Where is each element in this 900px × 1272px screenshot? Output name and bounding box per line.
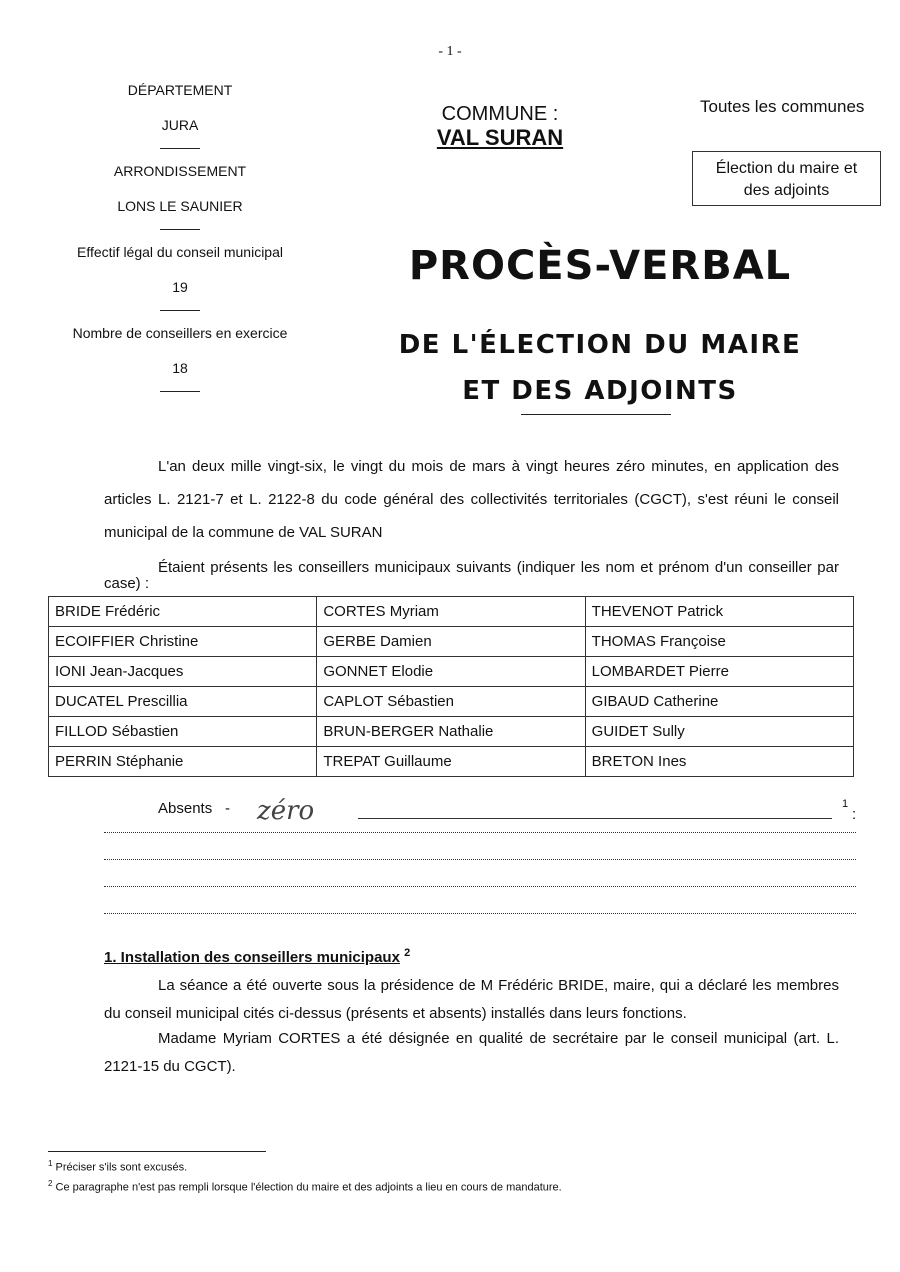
footnote-text: Ce paragraphe n'est pas rempli lorsque l'élection du maire et des adjoints a lieu en cours de mandature. bbox=[55, 1181, 562, 1194]
title-rule bbox=[521, 414, 671, 415]
election-type-box bbox=[692, 151, 881, 206]
member-cell: CAPLOT Sébastien bbox=[317, 687, 585, 717]
member-cell: TREPAT Guillaume bbox=[317, 747, 585, 777]
table-row bbox=[49, 657, 854, 687]
member-cell: BRETON Ines bbox=[585, 747, 853, 777]
installation-paragraph: La séance a été ouverte sous la présidence de M Frédéric BRIDE, maire, qui a déclaré les membres du conseil municipal cités ci-dessus (présents et absents) installés dans leurs fonctions. bbox=[104, 977, 839, 1022]
member-cell: THOMAS Françoise bbox=[585, 627, 853, 657]
secretary-paragraph: Madame Myriam CORTES a été désignée en qualité de secrétaire par le conseil municipal (art. L. 2121-15 du CGCT). bbox=[104, 1030, 839, 1075]
divider bbox=[160, 391, 200, 392]
footnote-text: Préciser s'ils sont excusés. bbox=[55, 1161, 188, 1174]
administrative-info bbox=[40, 78, 320, 402]
table-row bbox=[49, 747, 854, 777]
scope-note: Toutes les communes bbox=[700, 97, 865, 116]
footnote-ref: 1 bbox=[842, 798, 849, 810]
member-cell: DUCATEL Prescillia bbox=[49, 687, 317, 717]
member-cell: BRUN-BERGER Nathalie bbox=[317, 717, 585, 747]
exercice-label: Nombre de conseillers en exercice bbox=[72, 325, 288, 341]
election-type-line: des adjoints bbox=[743, 182, 830, 199]
absents-dash: - bbox=[225, 800, 230, 817]
exercice-value: 18 bbox=[172, 360, 188, 376]
member-cell: GONNET Elodie bbox=[317, 657, 585, 687]
footnote-rule bbox=[48, 1151, 266, 1152]
member-cell: IONI Jean-Jacques bbox=[49, 657, 317, 687]
table-row bbox=[49, 687, 854, 717]
table-row bbox=[49, 597, 854, 627]
effectif-label: Effectif légal du conseil municipal bbox=[77, 244, 283, 260]
absents-handwritten-value: zéro bbox=[257, 796, 315, 826]
member-cell: GUIDET Sully bbox=[585, 717, 853, 747]
intro-paragraph: L'an deux mille vingt-six, le vingt du mois de mars à vingt heures zéro minutes, en application des articles L. 2121-7 et L. 2122-8 du code général des collectivités territoriales (CGCT), s'est réuni le conseil municipal de la commune de VAL SURAN bbox=[104, 458, 839, 541]
table-row bbox=[49, 717, 854, 747]
footnote-ref: 2 bbox=[404, 947, 411, 959]
commune-name: VAL SURAN bbox=[436, 125, 564, 150]
arrondissement-value: LONS LE SAUNIER bbox=[117, 198, 243, 214]
table-row bbox=[49, 627, 854, 657]
divider bbox=[160, 148, 200, 149]
dotted-line bbox=[104, 832, 856, 833]
departement-label: DÉPARTEMENT bbox=[127, 82, 233, 98]
divider bbox=[160, 310, 200, 311]
document-title: PROCÈS-VERBAL bbox=[408, 243, 792, 289]
election-type-line: Élection du maire et bbox=[715, 160, 858, 177]
footnote-number: 2 bbox=[48, 1179, 53, 1188]
dotted-line bbox=[104, 913, 856, 914]
arrondissement-label: ARRONDISSEMENT bbox=[113, 163, 247, 179]
divider bbox=[160, 229, 200, 230]
commune-block bbox=[390, 102, 610, 150]
member-cell: CORTES Myriam bbox=[317, 597, 585, 627]
document-subtitle bbox=[340, 322, 860, 414]
member-cell: LOMBARDET Pierre bbox=[585, 657, 853, 687]
member-cell: ECOIFFIER Christine bbox=[49, 627, 317, 657]
absents-colon: : bbox=[852, 806, 857, 823]
page-number: - 1 - bbox=[438, 44, 462, 59]
section-title: 1. Installation des conseillers municipaux bbox=[104, 949, 400, 966]
dotted-line bbox=[104, 886, 856, 887]
member-cell: FILLOD Sébastien bbox=[49, 717, 317, 747]
effectif-value: 19 bbox=[172, 279, 188, 295]
member-cell: GIBAUD Catherine bbox=[585, 687, 853, 717]
member-cell: BRIDE Frédéric bbox=[49, 597, 317, 627]
commune-label: COMMUNE : bbox=[441, 103, 559, 125]
members-table bbox=[48, 596, 854, 777]
section-heading bbox=[104, 947, 410, 966]
absents-label: Absents bbox=[158, 800, 213, 817]
handwritten-line bbox=[358, 818, 832, 819]
subtitle-line: DE L'ÉLECTION DU MAIRE bbox=[398, 330, 802, 360]
footnote bbox=[48, 1159, 187, 1174]
member-cell: PERRIN Stéphanie bbox=[49, 747, 317, 777]
member-cell: GERBE Damien bbox=[317, 627, 585, 657]
present-intro: Étaient présents les conseillers municipaux suivants (indiquer les nom et prénom d'un conseiller par case) : bbox=[104, 559, 839, 592]
member-cell: THEVENOT Patrick bbox=[585, 597, 853, 627]
departement-value: JURA bbox=[161, 117, 199, 133]
subtitle-line: ET DES ADJOINTS bbox=[462, 376, 738, 406]
footnote-number: 1 bbox=[48, 1159, 53, 1168]
dotted-line bbox=[104, 859, 856, 860]
footnote bbox=[48, 1179, 562, 1194]
